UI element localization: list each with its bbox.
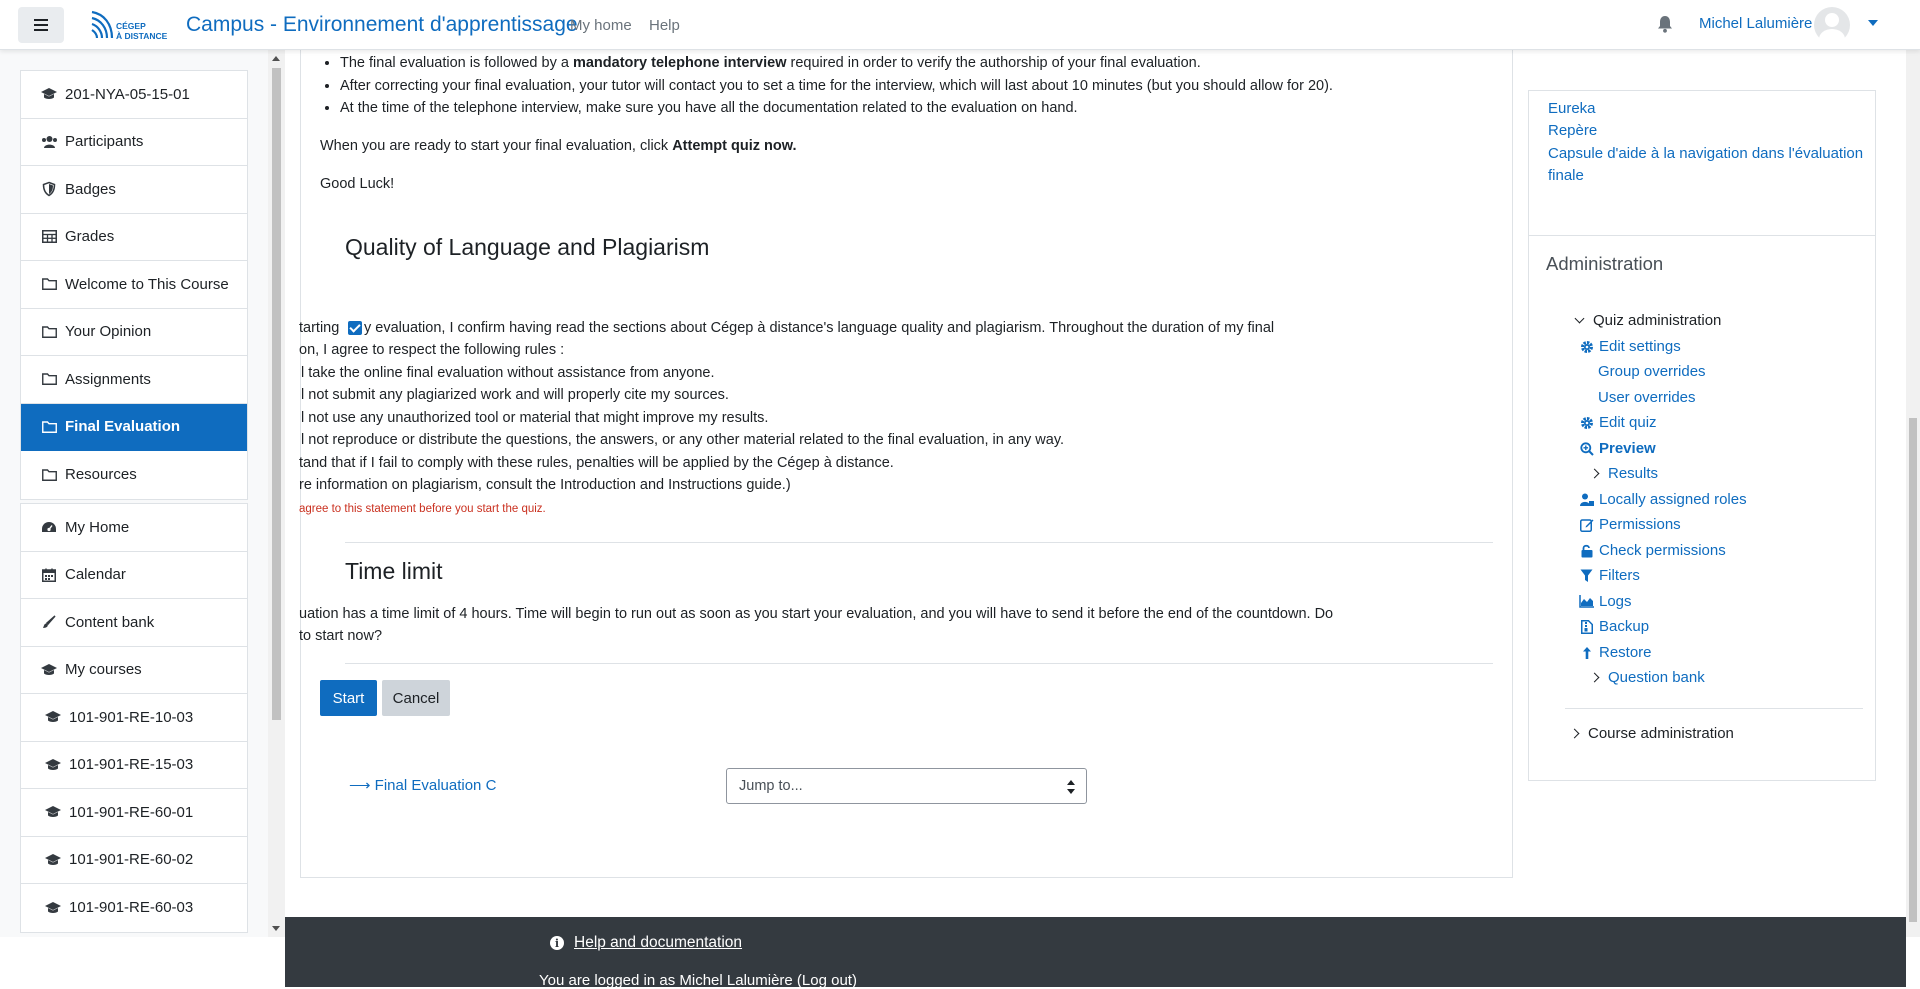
gear-icon bbox=[1579, 339, 1594, 354]
help-link[interactable]: Help bbox=[649, 17, 680, 34]
help-documentation-link[interactable]: i Help and documentation bbox=[550, 934, 742, 952]
administration-title: Administration bbox=[1546, 253, 1664, 274]
upload-icon bbox=[1579, 645, 1594, 660]
agreement-line: on, I agree to respect the following rules : bbox=[299, 342, 565, 358]
avatar[interactable] bbox=[1814, 7, 1850, 43]
nav-item-label: Calendar bbox=[65, 566, 126, 584]
agreement-line: y evaluation, I confirm having read the sections about Cégep à distance's language quality and plagiarism. Throughout the duration of my final bbox=[364, 320, 1275, 336]
logo-text-1: CÉGEP bbox=[116, 21, 146, 31]
nav-item-label: My Home bbox=[65, 518, 130, 536]
select-arrows-icon bbox=[1067, 780, 1075, 794]
search-plus-icon bbox=[1579, 441, 1594, 456]
chevron-down-icon bbox=[1575, 314, 1585, 324]
time-limit-text: to start now? bbox=[299, 628, 383, 644]
page-scroll-thumb[interactable] bbox=[1909, 418, 1917, 922]
nav-item-label: 101-901-RE-10-03 bbox=[69, 708, 194, 726]
user-menu-name[interactable]: Michel Lalumière bbox=[1699, 15, 1813, 32]
nav-item-label: Badges bbox=[65, 180, 116, 198]
jump-to-value: Jump to... bbox=[739, 778, 803, 794]
quiz-start-content bbox=[300, 50, 1513, 877]
group-overrides-link[interactable]: Group overrides bbox=[1598, 363, 1706, 380]
nav-item-label: Welcome to This Course bbox=[65, 275, 229, 293]
nav-item-label: Participants bbox=[65, 133, 144, 151]
nav-item-label: 101-901-RE-60-03 bbox=[69, 899, 194, 917]
nav-item-label: Resources bbox=[65, 466, 137, 484]
permissions-link[interactable]: Permissions bbox=[1579, 516, 1681, 533]
good-luck-text: Good Luck! bbox=[320, 176, 395, 192]
ready-text: When you are ready to start your final evaluation, click Attempt quiz now. bbox=[320, 138, 797, 154]
results-node[interactable]: Results bbox=[1591, 465, 1658, 482]
start-button[interactable]: Start bbox=[320, 680, 377, 716]
quality-heading: Quality of Language and Plagiarism bbox=[345, 234, 710, 260]
nav-item-label: 101-901-RE-15-03 bbox=[69, 756, 194, 774]
agreement-line: l not reproduce or distribute the questions, the answers, or any other material related to the final evaluation, in any way. bbox=[301, 432, 1065, 448]
user-menu-caret-icon[interactable] bbox=[1868, 20, 1878, 26]
navigation-help-link[interactable]: Capsule d'aide à la navigation dans l'évaluation bbox=[1548, 145, 1864, 162]
check-permissions-link[interactable]: Check permissions bbox=[1579, 542, 1726, 559]
user-tag-icon bbox=[1579, 492, 1594, 507]
my-home-link[interactable]: My home bbox=[570, 17, 632, 34]
question-bank-node[interactable]: Question bank bbox=[1591, 669, 1705, 686]
logo-text-2: À DISTANCE bbox=[116, 31, 168, 41]
instruction-item: • The final evaluation is followed by a mandatory telephone interview required in order to verify the authorship of your final evaluation. bbox=[340, 52, 1333, 75]
time-limit-text: uation has a time limit of 4 hours. Time will begin to run out as soon as you start your evaluation, and you will have to send it before the end of the countdown. Do bbox=[299, 606, 1334, 622]
top-navbar bbox=[0, 0, 1920, 50]
nav-item-label: 101-901-RE-60-02 bbox=[69, 851, 194, 869]
chevron-right-icon bbox=[1590, 673, 1600, 683]
nav-item-label: Grades bbox=[65, 228, 115, 246]
cegep-logo[interactable] bbox=[88, 8, 184, 44]
locally-assigned-roles-link[interactable]: Locally assigned roles bbox=[1579, 491, 1747, 508]
divider bbox=[1565, 708, 1863, 709]
unlock-icon bbox=[1579, 543, 1594, 558]
hamburger-icon bbox=[34, 24, 48, 26]
site-name-link[interactable]: Campus - Environnement d'apprentissage bbox=[186, 13, 578, 36]
agreement-line: l not use any unauthorized tool or material that might improve my results. bbox=[301, 410, 769, 426]
filters-link[interactable]: Filters bbox=[1579, 567, 1640, 584]
repere-link[interactable]: Repère bbox=[1548, 122, 1598, 139]
chevron-right-icon bbox=[1590, 469, 1600, 479]
bell-icon[interactable] bbox=[1657, 15, 1673, 33]
nav-item-label: Content bank bbox=[65, 613, 155, 631]
agreement-error: agree to this statement before you start the quiz. bbox=[299, 503, 546, 515]
edit-icon bbox=[1579, 517, 1594, 532]
nav-item-label: 201-NYA-05-15-01 bbox=[65, 85, 190, 103]
user-overrides-link[interactable]: User overrides bbox=[1598, 389, 1696, 406]
nav-item-label: Your Opinion bbox=[65, 323, 152, 341]
agreement-line: l take the online final evaluation without assistance from anyone. bbox=[301, 365, 715, 381]
file-archive-icon bbox=[1579, 619, 1594, 634]
time-limit-heading: Time limit bbox=[345, 558, 443, 584]
preview-link[interactable]: Preview bbox=[1579, 440, 1656, 457]
agreement-line: tand that if I fail to comply with these rules, penalties will be applied by the Cégep à distance. bbox=[299, 455, 894, 471]
area-chart-icon bbox=[1579, 594, 1594, 609]
course-administration-node[interactable]: Course administration bbox=[1571, 725, 1734, 742]
edit-quiz-link[interactable]: Edit quiz bbox=[1579, 414, 1657, 431]
instruction-list bbox=[340, 52, 1333, 120]
gear-icon bbox=[1579, 415, 1594, 430]
eureka-link[interactable]: Eureka bbox=[1548, 100, 1596, 117]
nav-item-label: My courses bbox=[65, 661, 142, 679]
agreement-checkbox[interactable] bbox=[348, 321, 362, 335]
restore-link[interactable]: Restore bbox=[1579, 644, 1652, 661]
arrow-left-icon: ⟶ bbox=[349, 777, 375, 794]
filter-icon bbox=[1579, 568, 1594, 583]
cancel-button[interactable]: Cancel bbox=[382, 680, 450, 716]
page-scrollbar[interactable] bbox=[1906, 50, 1920, 937]
agreement-line: l not submit any plagiarized work and will properly cite my sources. bbox=[301, 387, 729, 403]
nav-item-label: Final Evaluation bbox=[65, 418, 181, 436]
chevron-right-icon bbox=[1570, 729, 1580, 739]
nav-item-label: Assignments bbox=[65, 370, 151, 388]
quiz-administration-node[interactable]: Quiz administration bbox=[1576, 312, 1721, 329]
logs-link[interactable]: Logs bbox=[1579, 593, 1632, 610]
main-region bbox=[0, 50, 1906, 989]
administration-block bbox=[1528, 235, 1876, 781]
agreement-line: tarting bbox=[299, 320, 340, 336]
instruction-item: • After correcting your final evaluation, your tutor will contact you to set a time for the interview, which will last about 10 minutes (but you should allow for 20). bbox=[340, 75, 1333, 98]
divider bbox=[345, 542, 1493, 543]
navigation-help-link-cont[interactable]: finale bbox=[1548, 167, 1584, 184]
jump-to-select[interactable] bbox=[726, 768, 1087, 804]
logged-in-text: You are logged in as Michel Lalumière (Log out) bbox=[539, 972, 857, 989]
edit-settings-link[interactable]: Edit settings bbox=[1579, 338, 1681, 355]
backup-link[interactable]: Backup bbox=[1579, 618, 1649, 635]
divider bbox=[345, 663, 1493, 664]
instruction-item: • At the time of the telephone interview, make sure you have all the documentation related to the evaluation on hand. bbox=[340, 97, 1333, 120]
prev-activity-link[interactable]: ⟶ Final Evaluation C bbox=[349, 777, 497, 794]
nav-item-label: 101-901-RE-60-01 bbox=[69, 803, 194, 821]
agreement-line: re information on plagiarism, consult the Introduction and Instructions guide.) bbox=[299, 477, 791, 493]
info-icon: i bbox=[550, 936, 564, 950]
page-footer bbox=[285, 917, 1906, 987]
menu-toggle-button[interactable] bbox=[18, 7, 64, 43]
